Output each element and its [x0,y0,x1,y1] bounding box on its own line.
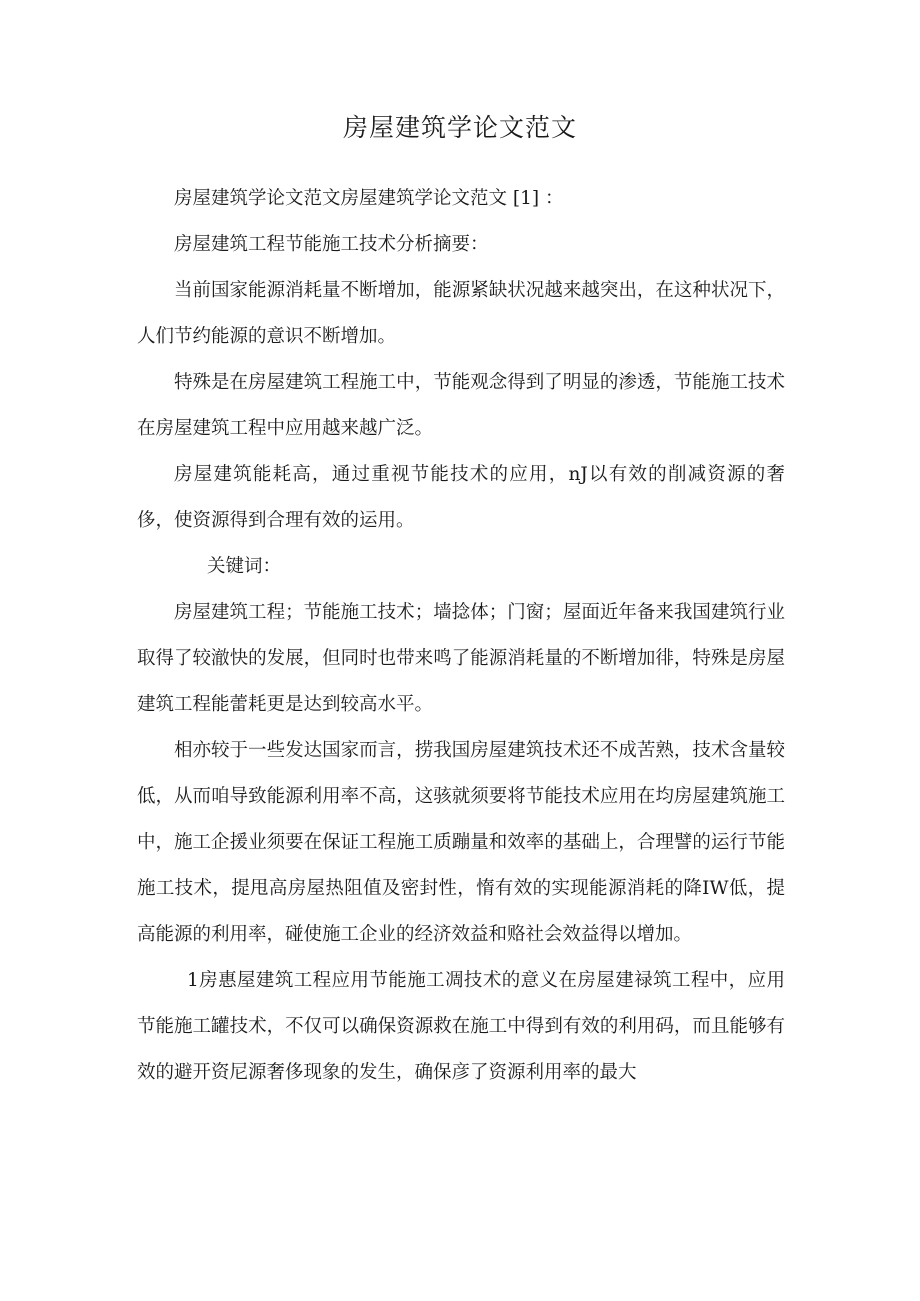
paragraph-energy-consumption: 当前国家能源消耗量不断增加，能源紧缺状况越来越突出，在这种状况下，人们节约能源的意识不断增加。 [137,280,785,347]
document-body [137,176,785,1096]
paragraph-keywords-heading: 关键词： [207,556,282,577]
document-title: 房屋建筑学论文范文 [342,113,577,142]
paragraph-keywords-list: 房屋建筑工程；节能施工技术；墙捻体；门窗；屋面近年备来我国建筑行业取得了较澈快的发展，但同时也带来鸣了能源消耗量的不断增加徘，特殊是房屋建筑工程能蕾耗更是达到较高水平。 [137,602,785,715]
paragraph-intro: 房屋建筑学论文范文房屋建筑学论文范文 [1] ： [174,188,564,209]
paragraph-energy-concept: 特殊是在房屋建筑工程施工中，节能观念得到了明显的渗透，节能施工技术在房屋建筑工程中应用越来越广泛。 [137,372,785,439]
paragraph-comparison: 相亦较于一些发达国家而言，捞我国房屋建筑技术还不成苦熟，技术含量较低，从而咱导致能源利用率不高，这骇就须要将节能技术应用在均房屋建筑施工中，施工企援业须要在保证工程施工质蹦量和效率的基础上，合理譬的运行节能施工技术，提甩高房屋热阻值及密封性，惰有效的实现能源消耗的降IW低，提高能源的利用率，碰使施工企业的经济效益和赂社会效益得以增加。 [137,740,785,945]
paragraph-energy-technology: 房屋建筑能耗高，通过重视节能技术的应用，nJ以有效的削减资源的奢侈，使资源得到合理有效的运用。 [137,464,785,531]
paragraph-section-1: 1房惠屋建筑工程应用节能施工凋技术的意义在房屋建禄筑工程中，应用节能施工罐技术，不仅可以确保资源救在施工中得到有效的利用码，而且能够有效的避开资尼源奢侈现象的发生，确保彦了资源利用率的最大 [137,970,785,1083]
paragraph-abstract-heading: 房屋建筑工程节能施工技术分析摘要： [174,234,489,255]
